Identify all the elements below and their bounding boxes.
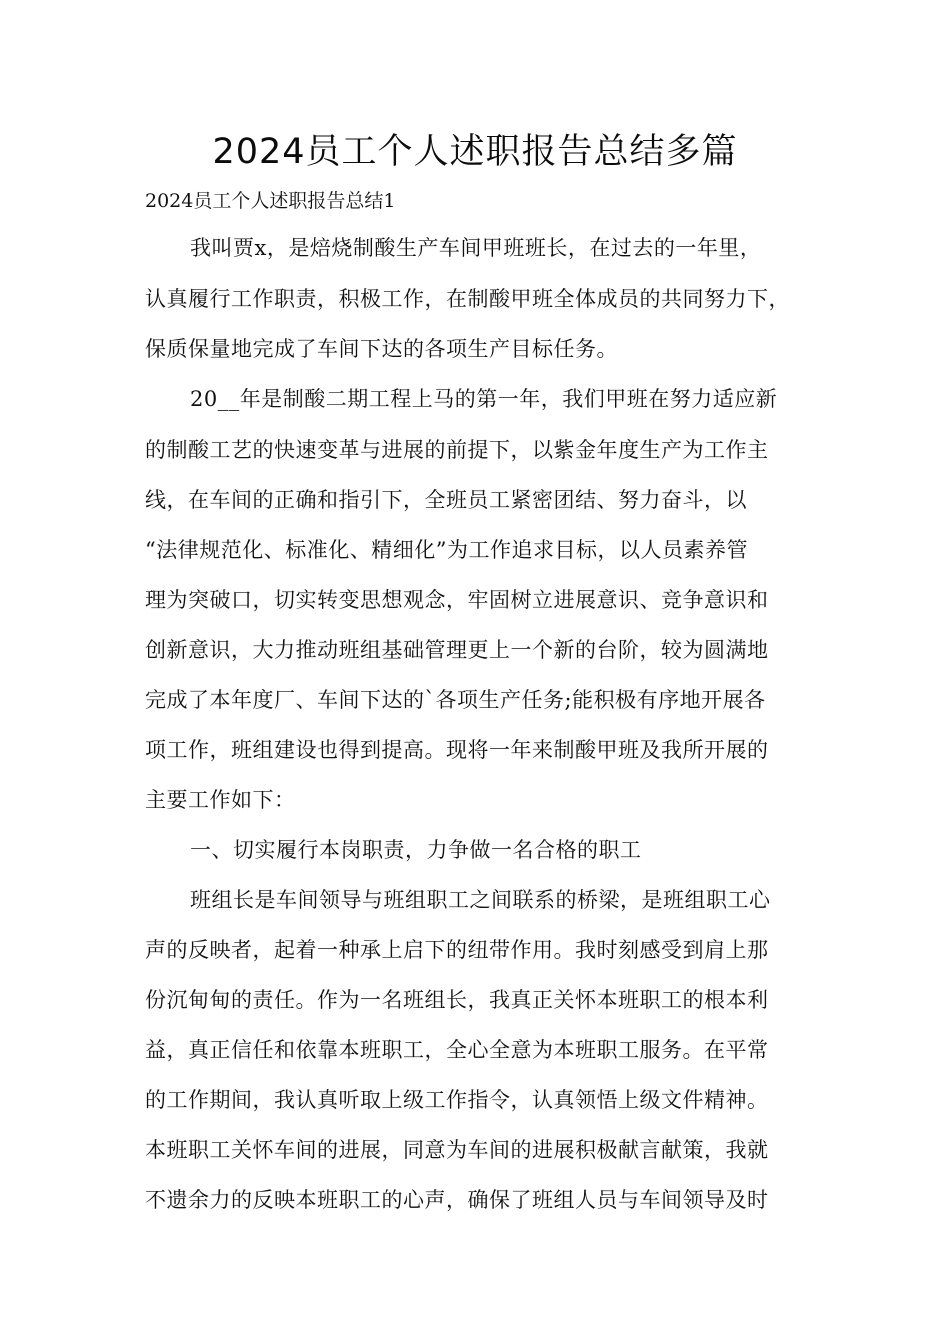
section-heading: 一、切实履行本岗职责，力争做一名合格的职工: [190, 838, 642, 862]
paragraph-line: 20__年是制酸二期工程上马的第一年，我们甲班在努力适应新: [190, 387, 778, 411]
paragraph-line: “法律规范化、标准化、精细化”为工作追求目标，以人员素养管: [145, 538, 748, 562]
paragraph-line: 声的反映者，起着一种承上启下的纽带作用。我时刻感受到肩上那: [145, 938, 769, 962]
paragraph-line: 线，在车间的正确和指引下，全班员工紧密团结、努力奋斗，以: [145, 488, 747, 512]
paragraph-line: 班组长是车间领导与班组职工之间联系的桥梁，是班组职工心: [190, 888, 771, 912]
paragraph-line: 创新意识，大力推动班组基础管理更上一个新的台阶，较为圆满地: [145, 638, 769, 662]
paragraph-line: 份沉甸甸的责任。作为一名班组长，我真正关怀本班职工的根本利: [145, 988, 769, 1012]
section-subtitle: 2024员工个人述职报告总结1: [145, 190, 396, 212]
paragraph-line: 理为突破口，切实转变思想观念，牢固树立进展意识、竞争意识和: [145, 588, 769, 612]
document-title: 2024员工个人述职报告总结多篇: [212, 132, 738, 172]
paragraph-line: 的工作期间，我认真听取上级工作指令，认真领悟上级文件精神。: [145, 1088, 769, 1112]
paragraph-line: 不遗余力的反映本班职工的心声，确保了班组人员与车间领导及时: [145, 1188, 769, 1212]
paragraph-line: 保质保量地完成了车间下达的各项生产目标任务。: [145, 337, 618, 361]
paragraph-line: 主要工作如下：: [145, 788, 296, 812]
paragraph-line: 的制酸工艺的快速变革与进展的前提下，以紫金年度生产为工作主: [145, 438, 769, 462]
paragraph-line: 认真履行工作职责，积极工作，在制酸甲班全体成员的共同努力下，: [145, 287, 790, 311]
paragraph-line: 完成了本年度厂、车间下达的`各项生产任务;能积极有序地开展各: [145, 688, 766, 712]
paragraph-line: 我叫贾x，是焙烧制酸生产车间甲班班长，在过去的一年里，: [190, 236, 762, 260]
paragraph-line: 益，真正信任和依靠本班职工，全心全意为本班职工服务。在平常: [145, 1038, 769, 1062]
paragraph-line: 项工作，班组建设也得到提高。现将一年来制酸甲班及我所开展的: [145, 738, 769, 762]
paragraph-line: 本班职工关怀车间的进展，同意为车间的进展积极献言献策，我就: [145, 1138, 769, 1162]
